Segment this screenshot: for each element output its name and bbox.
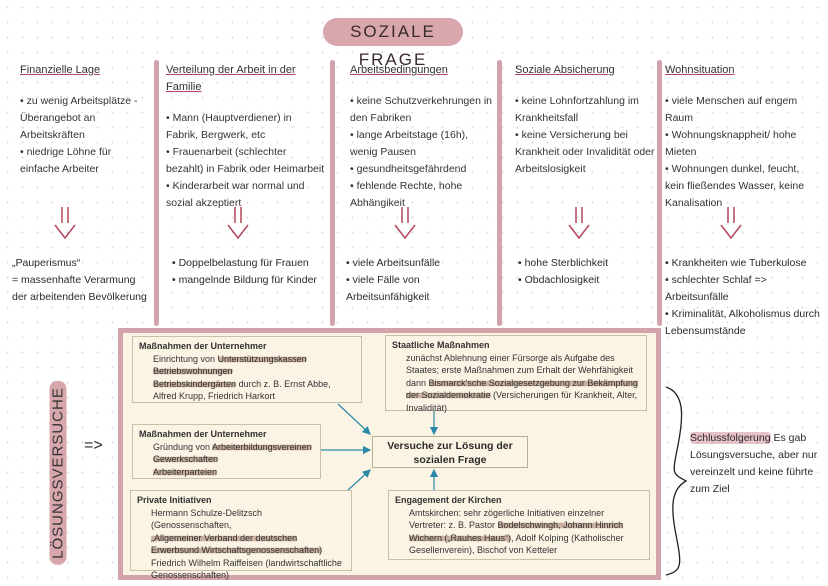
text: dann <box>406 377 429 388</box>
highlight: Unterstützungskassen <box>217 353 307 364</box>
box-churches <box>388 490 650 560</box>
list-item: • Wohnungsknappheit/ hohe Mieten <box>665 129 797 158</box>
text: Hermann Schulze-Delitzsch (Genossenschaften, <box>151 507 263 530</box>
highlight: „Allgemeiner Verband der deutschen Erwerbsund Wirtschaftsgenossenschaften) <box>151 532 323 555</box>
solutions-label <box>38 380 78 565</box>
text: Einrichtung von <box>153 353 218 364</box>
box-worker-measures <box>132 424 321 479</box>
column-heading: Wohnsituation <box>665 64 735 76</box>
column-work <box>350 62 495 212</box>
consequences-security <box>518 255 653 289</box>
highlight: Arbeiterbildungsvereinen <box>212 441 312 452</box>
solutions-label-text: LÖSUNGSVERSUCHE <box>50 381 67 565</box>
highlight: Betriebskindergärten <box>153 378 237 389</box>
box-title: Maßnahmen der Unternehmer <box>139 341 267 351</box>
consequences-housing <box>665 255 825 340</box>
column-family <box>166 62 326 212</box>
column-finances <box>20 62 150 178</box>
consequence: • Krankheiten wie Tuberkulose <box>665 257 807 269</box>
column-heading: Arbeitsbedingungen <box>350 64 448 76</box>
column-security <box>515 62 655 178</box>
box-title: Maßnahmen der Unternehmer <box>139 429 267 439</box>
box-title: Engagement der Kirchen <box>395 495 502 505</box>
box-private-initiatives <box>130 490 352 580</box>
box-state-measures <box>385 335 647 411</box>
conclusion <box>690 430 825 498</box>
consequence: • schlechter Schlaf => Arbeitsunfälle <box>665 274 767 303</box>
box-employer-measures <box>132 336 362 403</box>
down-arrow-icon <box>566 205 592 241</box>
conclusion-text: Es gab Lösungsversuche, aber nur vereinzelt und keine führte zum Ziel <box>690 432 818 495</box>
text: Gründung von <box>153 441 213 452</box>
column-housing <box>665 62 820 212</box>
text: , Adolf Kolping (Katholischer Gesellenverein), Bischof von Ketteler <box>409 532 624 555</box>
list-item: • lange Arbeitstage (16h), wenig Pausen <box>350 129 469 158</box>
consequence: • Doppelbelastung für Frauen <box>172 257 309 269</box>
consequence: • hohe Sterblichkeit <box>518 257 609 269</box>
list-item: • Frauenarbeit (schlechter bezahlt) in Fabrik oder Heimarbeit <box>166 146 325 175</box>
list-item: • Mann (Hauptverdiener) in Fabrik, Bergwerk, etc <box>166 112 292 141</box>
box-title: Staatliche Maßnahmen <box>392 340 490 350</box>
down-arrow-icon <box>392 205 418 241</box>
column-heading: Soziale Absicherung <box>515 64 615 76</box>
divider <box>497 60 502 326</box>
divider <box>657 60 662 326</box>
consequence: = massenhafte Verarmung der arbeitenden Bevölkerung <box>12 274 147 303</box>
list-item: • viele Menschen auf engem Raum <box>665 95 798 124</box>
consequences-family <box>172 255 327 289</box>
curly-brace-icon <box>664 385 690 577</box>
consequences-finances <box>12 255 152 306</box>
down-arrow-icon <box>225 205 251 241</box>
consequence: • viele Fälle von Arbeitsunfähigkeit <box>346 274 430 303</box>
list-item: • keine Lohnfortzahlung im Krankheitsfall <box>515 95 639 124</box>
center-box: Versuche zur Lösung der sozialen Frage <box>372 436 528 468</box>
consequence: • viele Arbeitsunfälle <box>346 257 441 269</box>
list-item: • zu wenig Arbeitsplätze - Überangebot an Arbeitskräften <box>20 95 138 141</box>
box-title: Private Initiativen <box>137 495 212 505</box>
highlight: Gewerkschaften <box>153 454 219 464</box>
list-item: • keine Versicherung bei Krankheit oder Invalidität oder Arbeitslosigkeit <box>515 129 655 175</box>
highlight: Betriebswohnungen <box>153 366 233 376</box>
divider <box>330 60 335 326</box>
list-item: • gesundheitsgefährdend <box>350 163 467 175</box>
down-arrow-icon <box>718 205 744 241</box>
page-title: SOZIALE FRAGE <box>323 18 463 46</box>
consequences-work <box>346 255 496 306</box>
list-item: • niedrige Löhne für einfache Arbeiter <box>20 146 112 175</box>
consequence: • Obdachlosigkeit <box>518 274 600 286</box>
highlight: Bismarck'sche Sozialgesetzgebung zur Bekämpfung der Sozialdemokratie <box>406 377 638 400</box>
list-item: • keine Schutzverkehrungen in den Fabriken <box>350 95 493 124</box>
consequence: „Pauperismus“ <box>12 257 81 269</box>
text: (Versicherungen für Krankheit, Alter, Invalidität) <box>406 390 638 413</box>
highlight: Bodelschwingh, Johann Hinrich Wichern („Rauhes Haus“) <box>409 520 624 543</box>
column-heading: Verteilung der Arbeit in der Familie <box>166 64 296 93</box>
consequence: • mangelnde Bildung für Kinder <box>172 274 317 286</box>
highlight: Arbeiterparteien <box>153 466 218 477</box>
conclusion-label: Schlussfolgerung <box>690 432 771 444</box>
divider <box>154 60 159 326</box>
down-arrow-icon <box>52 205 78 241</box>
text: zunächst Ablehnung einer Fürsorge als Aufgabe des Staates; erste Maßnahmen zum Erhalt der Wehrfähigkeit <box>406 352 633 375</box>
text: durch z. B. Ernst Abbe, Alfred Krupp, Friedrich Harkort <box>153 378 331 401</box>
list-item: • Wohnungen dunkel, feucht, kein fließendes Wasser, keine Kanalisation <box>665 163 805 209</box>
column-heading: Finanzielle Lage <box>20 64 101 76</box>
text: Amtskirchen: sehr zögerliche Initiativen einzelner Vertreter: z. B. Pastor <box>409 507 605 530</box>
consequence: • Kriminalität, Alkoholismus durch Lebensumstände <box>665 308 820 337</box>
text: Friedrich Wilhelm Raiffeisen (landwirtschaftliche Genossenschaften) <box>151 557 342 580</box>
implies-arrow: => <box>84 437 103 454</box>
list-item: • Kinderarbeit war normal und sozial akzeptiert <box>166 180 305 209</box>
list-item: • fehlende Rechte, hohe Abhängikeit <box>350 180 463 209</box>
